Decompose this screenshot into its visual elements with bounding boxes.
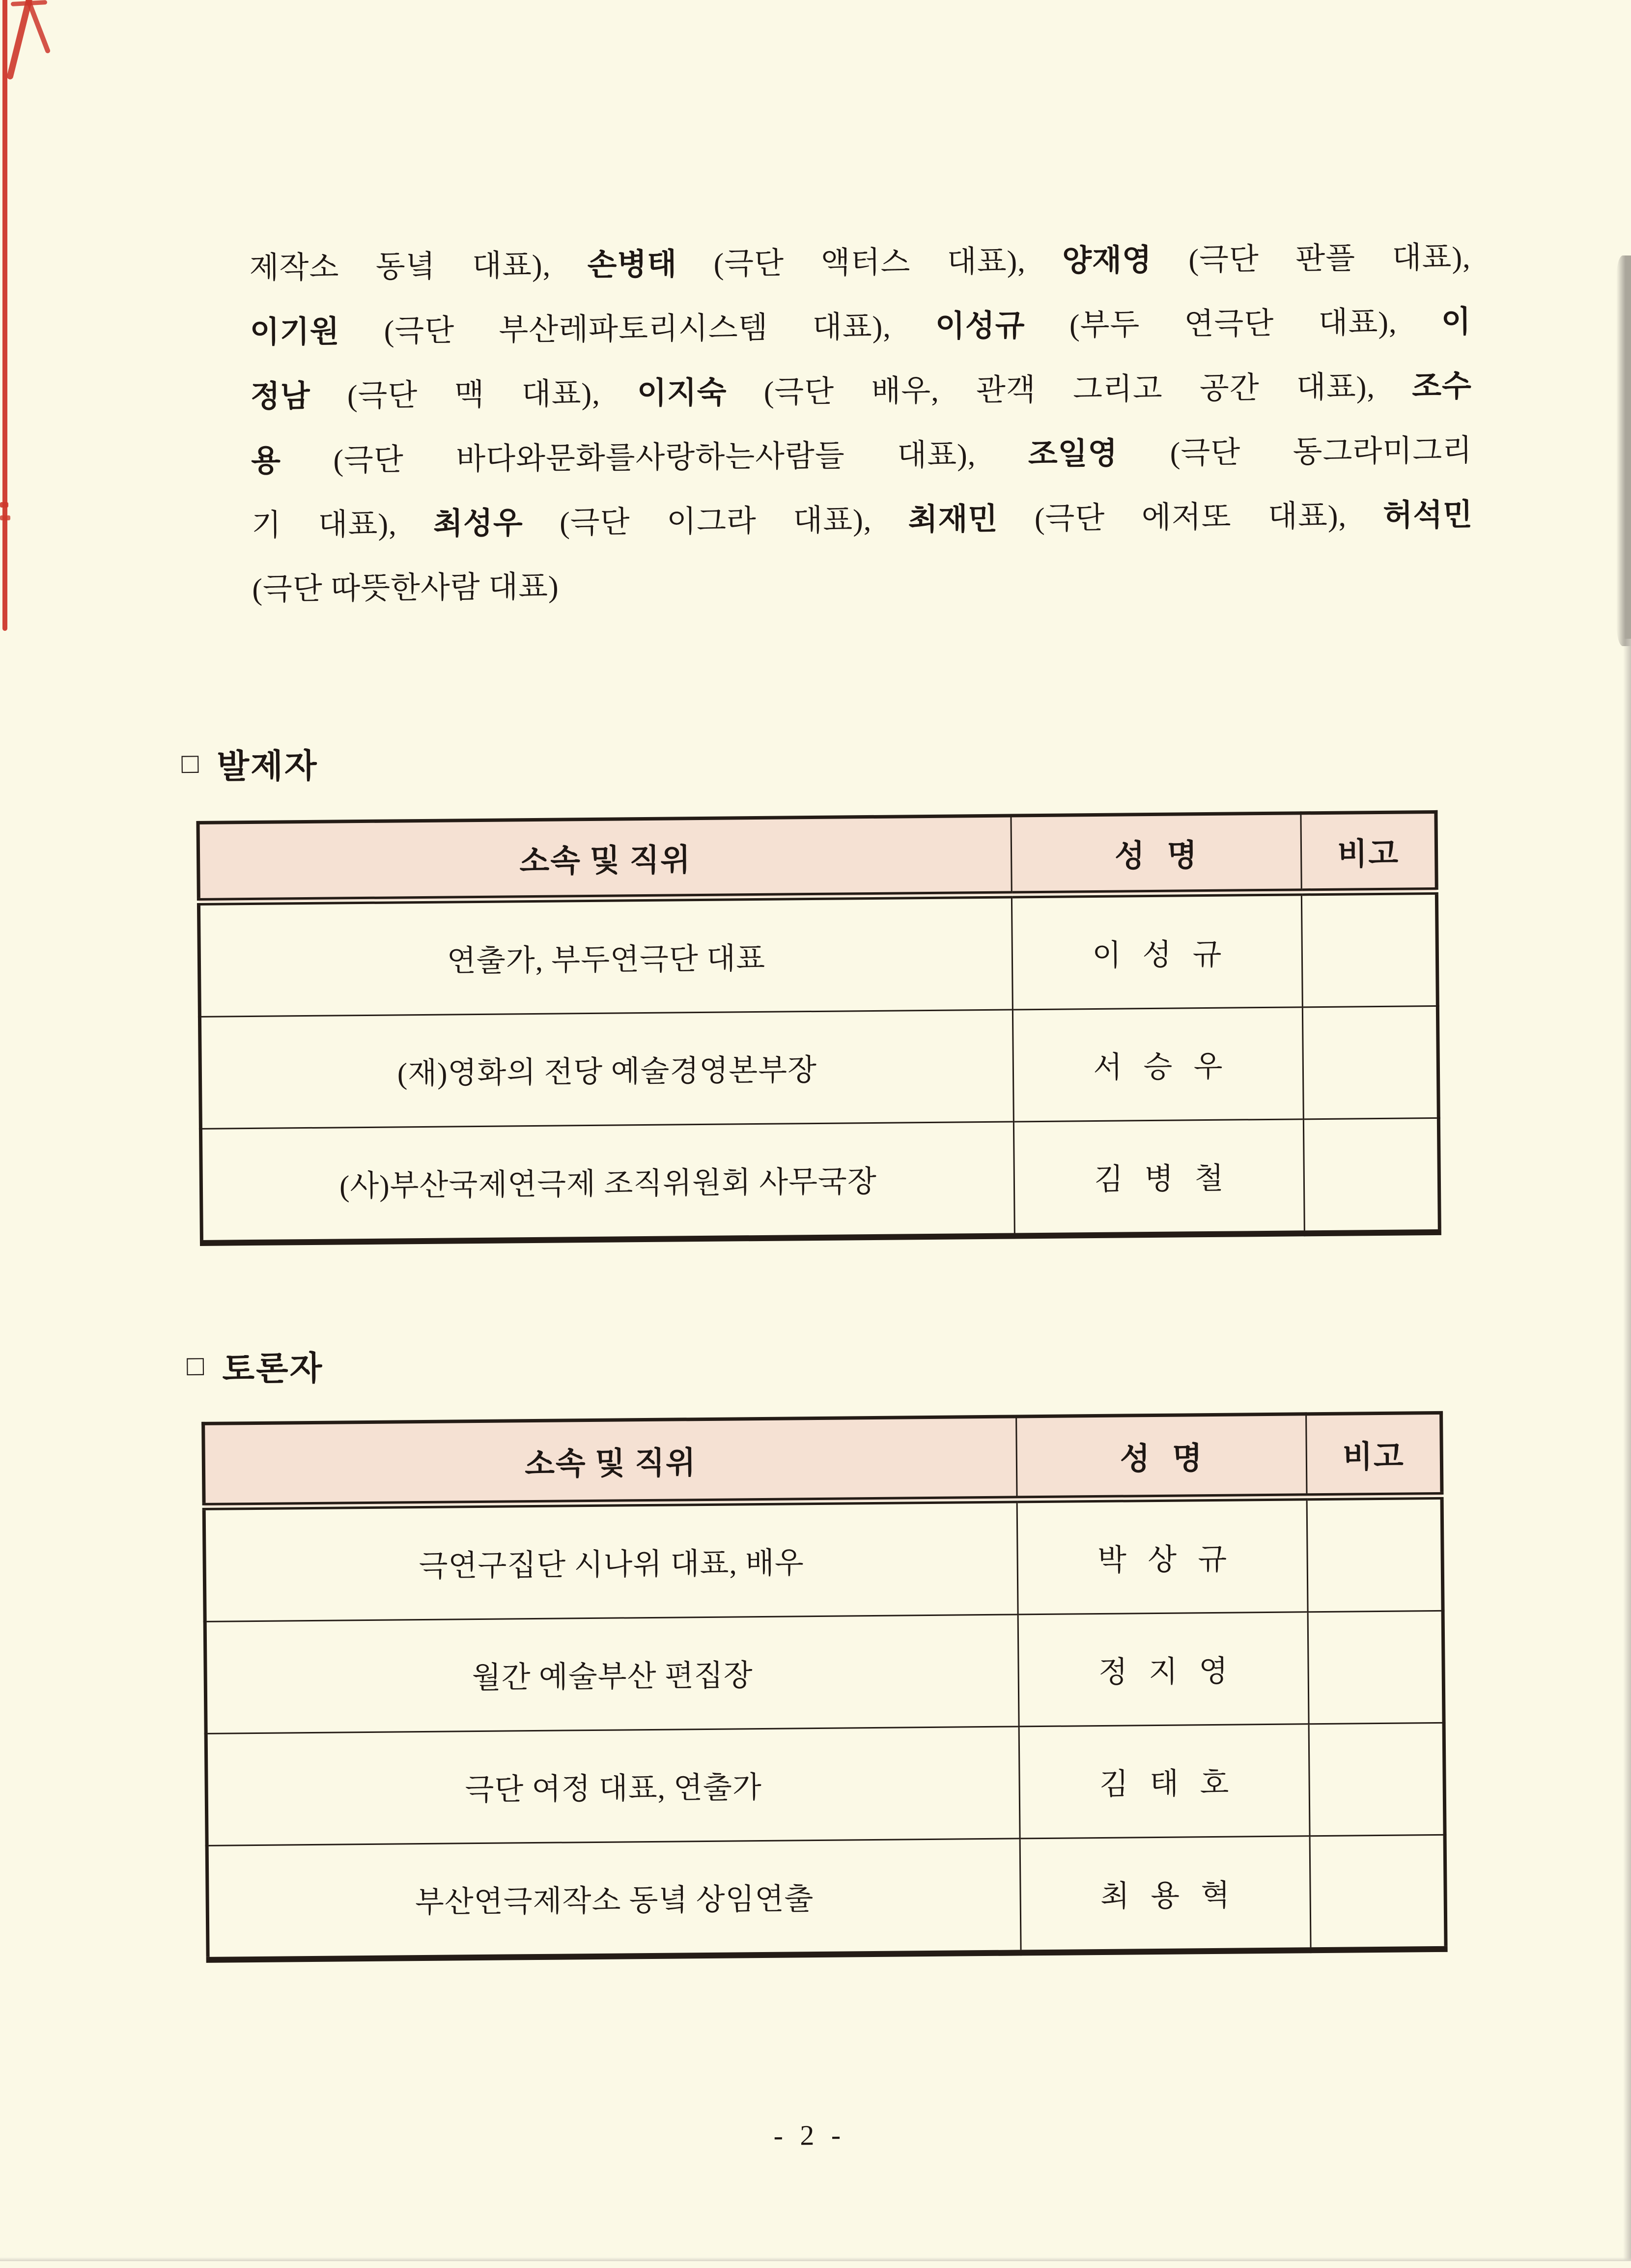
page-number: - 2 - [773,2119,846,2152]
cell-name: 서 승 우 [1012,1007,1303,1122]
paragraph-text: (극단 따뜻한사람 대표) [252,570,559,606]
cell-name: 최 용 혁 [1020,1836,1311,1953]
cell-name: 김 병 철 [1013,1119,1304,1236]
table-row [207,1835,1446,1959]
cell-affiliation: (재)영화의 전당 예술경영본부장 [199,1010,1013,1129]
paragraph-text: (극단 동그라미그리 [1118,434,1473,471]
cell-note [1302,1006,1438,1119]
cell-affiliation: 극연구집단 시나위 대표, 배우 [419,1547,805,1584]
column-header-affiliation: 소속 및 직위 [198,816,1012,902]
person-name-bold: 최재민 [908,502,998,537]
person-name-bold: 최성우 [433,506,524,541]
person-name-bold: 허석민 [1383,498,1473,533]
square-bullet-icon: □ [181,747,200,780]
paragraph-line [251,418,1473,493]
cell-name: 이 성 규 [1012,892,1302,1010]
square-bullet-icon: □ [186,1349,206,1382]
paragraph-text: 기 대표), [251,507,434,542]
person-name-bold: 이 [1441,305,1471,339]
paragraph-text: (극단 맥 대표), [310,377,638,413]
column-header-name: 성 명 [1011,813,1301,895]
table-row [205,1611,1444,1733]
participants-paragraph [249,225,1474,622]
person-name-bold: 조수 [1411,369,1472,404]
column-header-name: 성 명 [1016,1414,1307,1500]
cell-affiliation: 월간 예술부산 편집장 [205,1615,1019,1733]
section-title: 발제자 [217,747,318,786]
table-row [199,1006,1438,1129]
cell-note [1310,1835,1446,1950]
paragraph-text: (극단 이그라 대표), [523,503,909,540]
paragraph-text: (극단 배우, 관객 그리고 공간 대표), [727,370,1412,410]
person-name-bold: 손병태 [587,247,677,282]
paragraph-text: 제작소 동녘 대표), [249,248,588,285]
column-header-note: 비고 [1306,1413,1442,1497]
person-name-bold: 정남 [250,379,311,414]
paragraph-text: (극단 바다와문화를사랑하는사람들 대표), [281,438,1028,478]
person-name-bold: 이성규 [935,309,1025,343]
paragraph-text: (극단 부산레파토리시스템 대표), [339,310,936,349]
cell-affiliation: 연출가, 부두연극단 대표 [447,942,766,978]
cell-note [1308,1611,1444,1724]
paragraph-text: (부두 연극단 대표), [1025,305,1442,343]
person-name-bold: 양재영 [1062,243,1153,278]
person-name-bold: 조일영 [1028,436,1118,472]
section-title: 토론자 [222,1349,324,1388]
paragraph-line [250,354,1472,429]
section-heading-presenters [181,739,318,788]
cell-name: 정 지 영 [1018,1612,1309,1727]
column-header-affiliation: 소속 및 직위 [203,1417,1017,1506]
person-name-bold: 용 [251,444,281,478]
paragraph-text: (극단 판플 대표), [1152,241,1471,277]
cell-note [1303,1118,1439,1233]
cell-affiliation: 극단 여정 대표, 연출가 [206,1727,1020,1845]
cell-affiliation: 부산연극제작소 동녘 상임연출 [207,1839,1021,1960]
paragraph-line [252,547,1474,622]
cell-name: 김 태 호 [1019,1724,1310,1839]
table-row [206,1723,1445,1845]
cell-note [1307,1496,1443,1612]
cell-note [1309,1723,1445,1836]
table-row [200,1118,1439,1243]
presenters-table [196,810,1441,1246]
cell-affiliation: (사)부산국제연극제 조직위원회 사무국장 [200,1122,1014,1243]
person-name-bold: 이기원 [250,314,340,349]
table-row [204,1496,1443,1621]
paragraph-text: (극단 에저또 대표), [998,499,1383,536]
cell-note [1301,891,1437,1007]
table-row [198,891,1437,1017]
paragraph-line [252,482,1473,558]
discussants-table [201,1411,1448,1963]
table-header-row [203,1413,1442,1506]
paragraph-line [249,225,1471,300]
paragraph-text: (극단 액터스 대표), [676,244,1063,282]
column-header-note: 비고 [1301,812,1436,892]
cell-name: 박 상 규 [1017,1497,1308,1615]
paragraph-line [250,289,1471,365]
person-name-bold: 이지숙 [637,375,727,411]
scan-artifact-red-dash [11,0,47,6]
section-heading-discussants [187,1342,324,1390]
table-header-row [198,812,1436,902]
